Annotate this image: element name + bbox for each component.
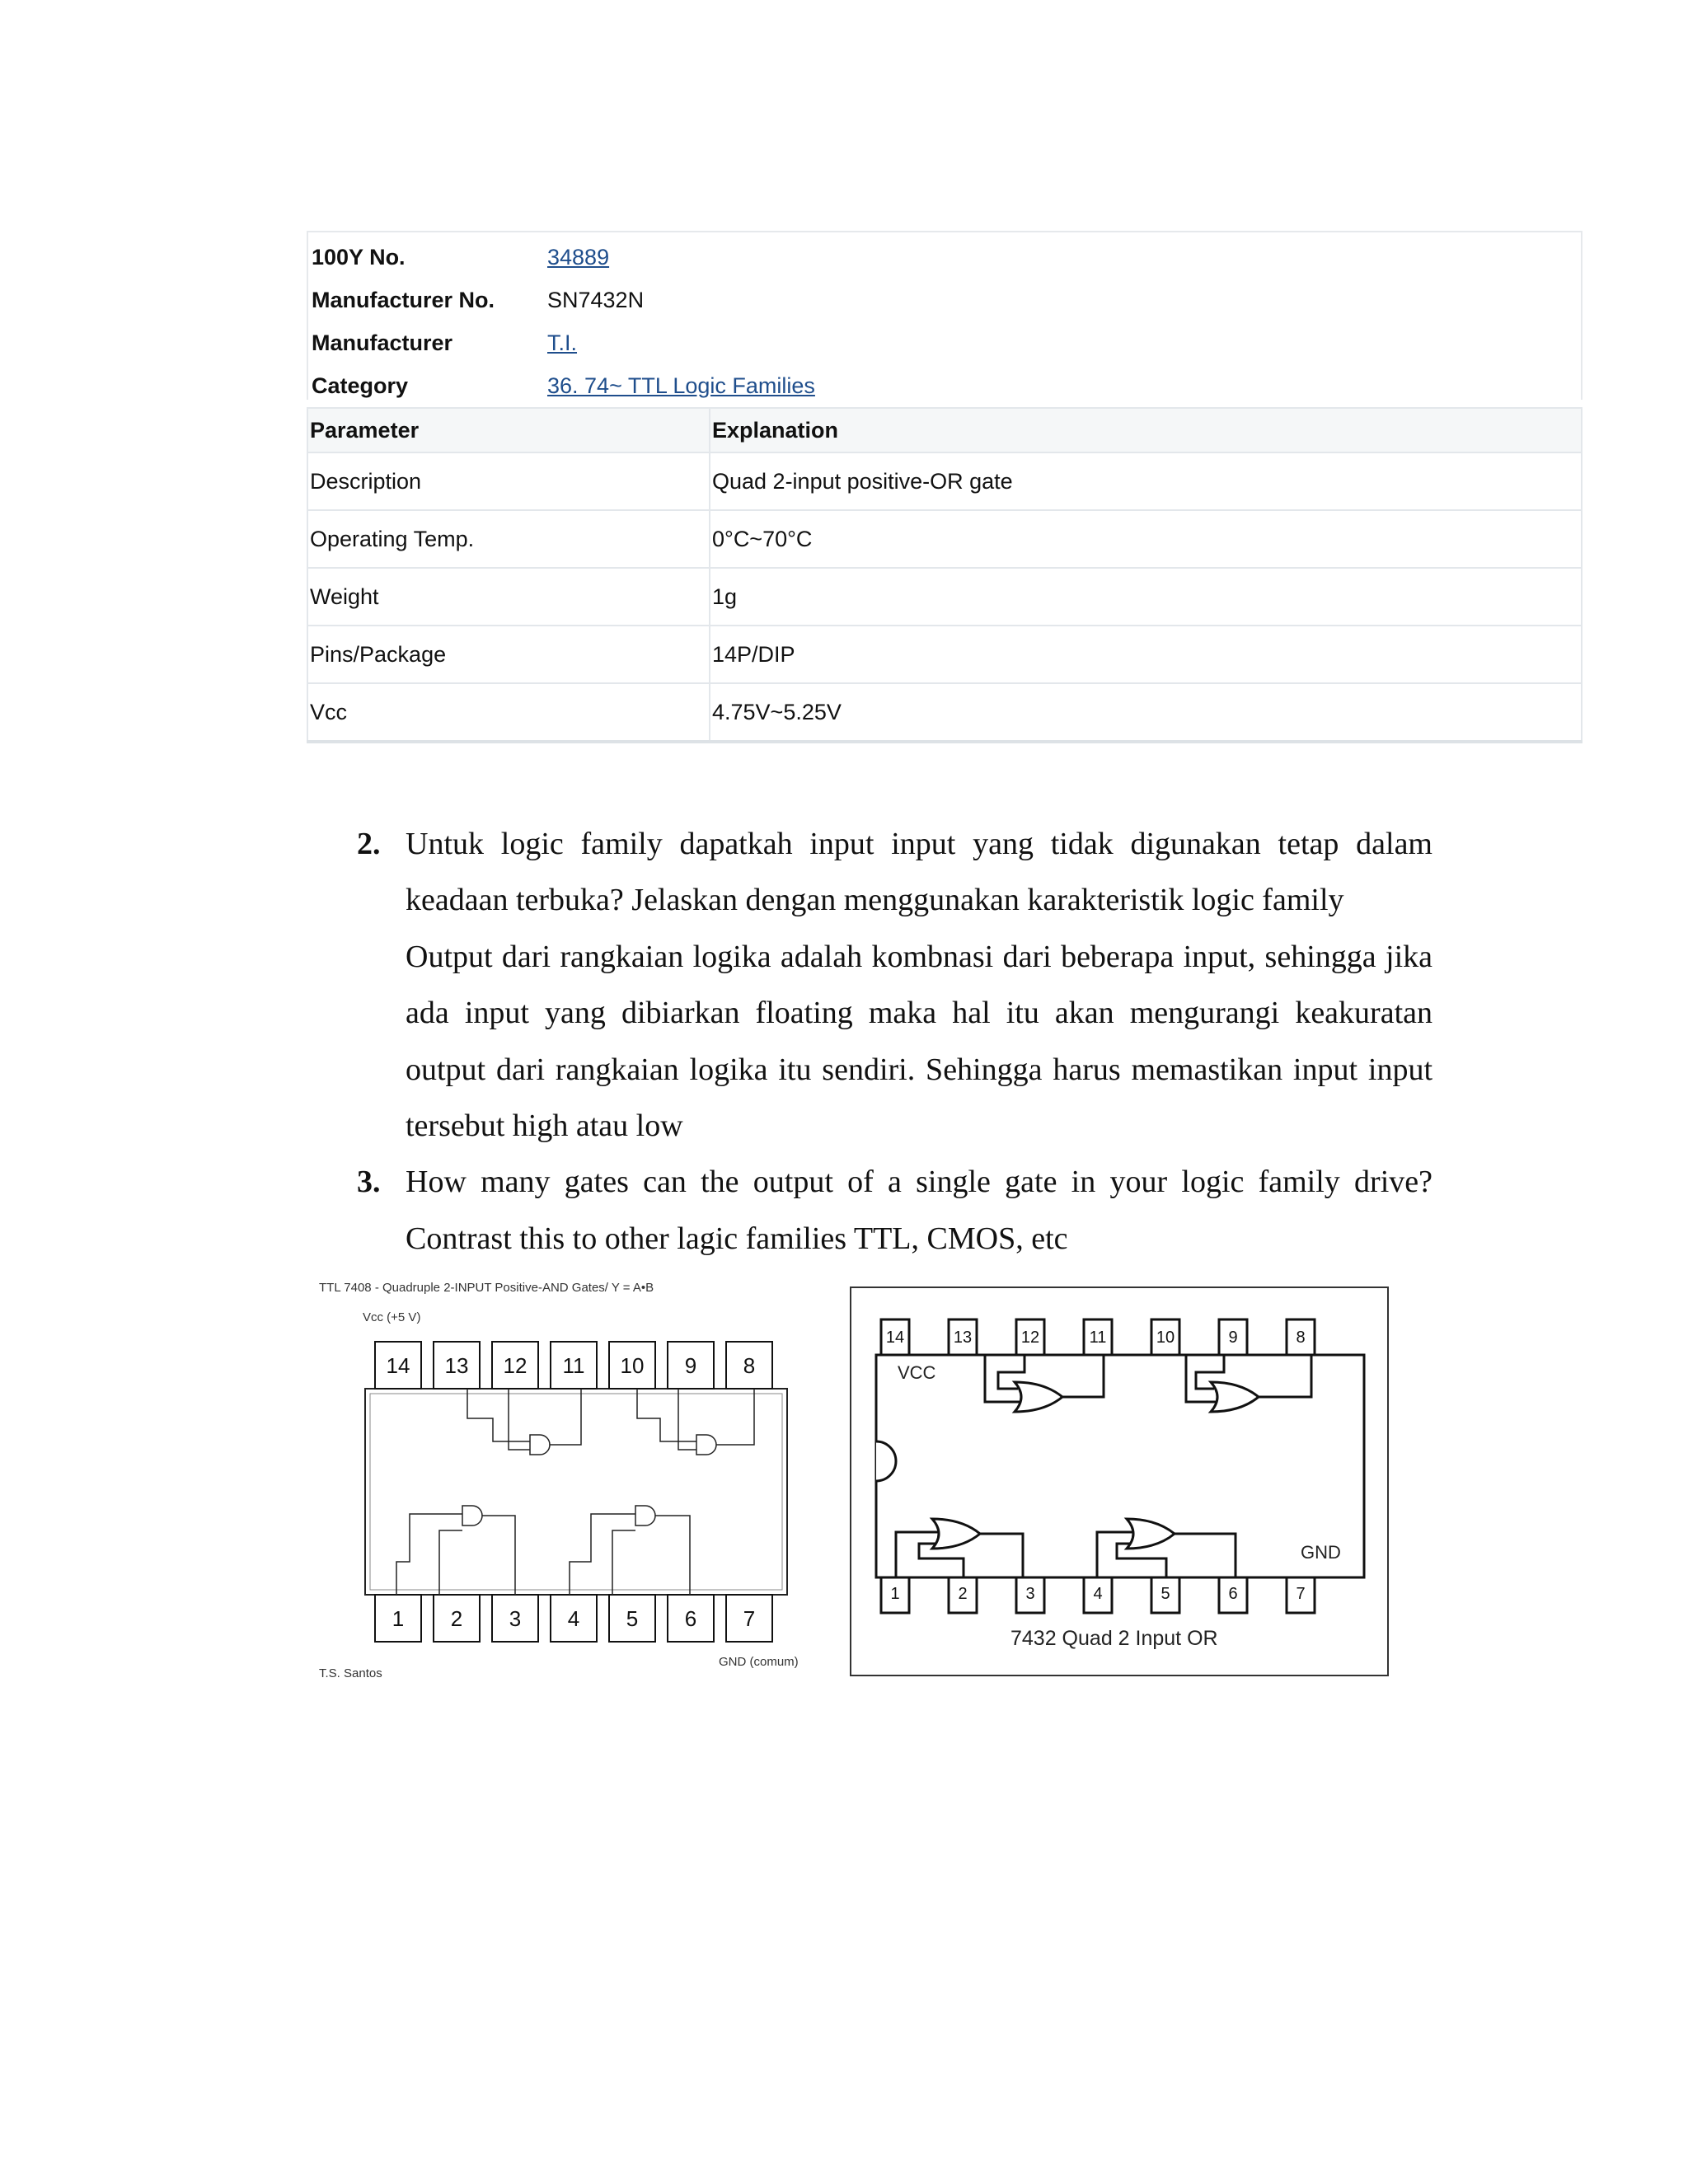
gnd-label: GND [1301, 1542, 1341, 1563]
table-cell: Operating Temp. [307, 510, 710, 568]
pin-number-label: 13 [444, 1353, 469, 1378]
parameter-table [307, 407, 1582, 743]
pin-number-label: 12 [503, 1353, 528, 1378]
vcc-label: Vcc (+5 V) [363, 1310, 421, 1324]
info-link-manufacturer[interactable]: T.I. [547, 330, 578, 355]
table-cell: 0°C~70°C [710, 510, 1582, 568]
table-header-row [307, 408, 1582, 452]
table-cell: 14P/DIP [710, 626, 1582, 683]
pin-number-label: 6 [684, 1606, 697, 1631]
ttl-7408-diagram [317, 1273, 820, 1690]
and-gate-symbol [696, 1435, 716, 1455]
pin-number-label: 4 [1093, 1585, 1103, 1603]
figure-caption: 7432 Quad 2 Input OR [1010, 1627, 1218, 1650]
table-row [307, 510, 1582, 568]
question-3 [353, 1154, 1432, 1267]
pin-number-label: 4 [567, 1606, 580, 1631]
question-list [353, 816, 1432, 1267]
pin-number-label: 5 [626, 1606, 639, 1631]
pin-number-label: 8 [743, 1353, 756, 1378]
table-row [307, 452, 1582, 510]
question-2 [353, 816, 1432, 1154]
table-row [307, 626, 1582, 683]
and-gate-symbol [530, 1435, 550, 1455]
pin-number-label: 12 [1020, 1329, 1040, 1347]
ttl-7432-pinout-figure [850, 1286, 1389, 1676]
pin-number-label: 14 [885, 1329, 905, 1347]
table-cell: Quad 2-input positive-OR gate [710, 452, 1582, 510]
column-header-parameter: Parameter [307, 408, 710, 452]
vcc-label: VCC [898, 1362, 936, 1383]
info-label: 100Y No. [312, 245, 406, 269]
pin-number-label: 2 [450, 1606, 463, 1631]
chip-body [365, 1389, 787, 1595]
info-link-category[interactable]: 36. 74~ TTL Logic Families [547, 373, 815, 398]
ttl-7408-pinout-figure [317, 1273, 820, 1690]
info-link-100y-no[interactable]: 34889 [547, 245, 610, 269]
pin-number-label: 2 [958, 1585, 968, 1603]
pin-number-label: 9 [684, 1353, 697, 1378]
pin-number-label: 3 [509, 1606, 522, 1631]
pin-number-label: 14 [386, 1353, 410, 1378]
info-label: Manufacturer [312, 330, 453, 355]
table-row [307, 568, 1582, 626]
pin-number-label: 7 [1296, 1585, 1306, 1603]
table-cell: Description [307, 452, 710, 510]
ttl-7432-diagram [850, 1286, 1389, 1676]
pin-number-label: 11 [1089, 1329, 1107, 1347]
table-cell: Pins/Package [307, 626, 710, 683]
column-header-explanation: Explanation [710, 408, 1582, 452]
product-info [307, 231, 1582, 400]
info-label: Manufacturer No. [312, 288, 495, 312]
question-text: How many gates can the output of a single gate in your logic family drive? Contrast this to other lagic families TTL, CMOS, etc [406, 1165, 1432, 1256]
pin-number-label: 5 [1160, 1585, 1170, 1603]
table-cell: Weight [307, 568, 710, 626]
pin-number-label: 9 [1228, 1329, 1238, 1347]
question-number: 2. [357, 827, 381, 861]
pin-number-label: 10 [620, 1353, 645, 1378]
question-number: 3. [357, 1165, 381, 1200]
table-cell: 4.75V~5.25V [710, 683, 1582, 742]
pin-number-label: 3 [1025, 1585, 1035, 1603]
answer-text: Output dari rangkaian logika adalah kombnasi dari beberapa input, sehingga jika ada input yang dibiarkan floating maka hal itu akan mengurangi keakuratan output dari rangkaian logika itu sendiri. Sehingga harus memastikan input input tersebut high atau low [406, 939, 1432, 1144]
table-cell: Vcc [307, 683, 710, 742]
figure-title: TTL 7408 - Quadruple 2-INPUT Positive-AND Gates/ Y = A•B [319, 1281, 654, 1295]
top-pin-row [375, 1342, 772, 1389]
bottom-pin-row [375, 1595, 772, 1642]
info-label: Category [312, 373, 409, 398]
pin-number-label: 13 [953, 1329, 973, 1347]
pin-number-label: 1 [392, 1606, 405, 1631]
and-gate-symbol [635, 1506, 655, 1526]
pin-number-label: 10 [1156, 1329, 1175, 1347]
and-gate-symbol [462, 1506, 482, 1526]
table-row [307, 683, 1582, 742]
table-cell: 1g [710, 568, 1582, 626]
figure-credit: T.S. Santos [319, 1666, 382, 1680]
pin-number-label: 7 [743, 1606, 756, 1631]
gnd-label: GND (comum) [719, 1655, 799, 1669]
pin-number-label: 8 [1296, 1329, 1306, 1347]
pin-number-label: 11 [562, 1353, 585, 1378]
pin-number-label: 1 [890, 1585, 900, 1603]
question-text: Untuk logic family dapatkah input input yang tidak digunakan tetap dalam keadaan terbuka? Jelaskan dengan menggunakan karakteristik logic family [406, 827, 1432, 918]
pin-number-label: 6 [1228, 1585, 1238, 1603]
info-value-manufacturer-no: SN7432N [547, 288, 645, 312]
